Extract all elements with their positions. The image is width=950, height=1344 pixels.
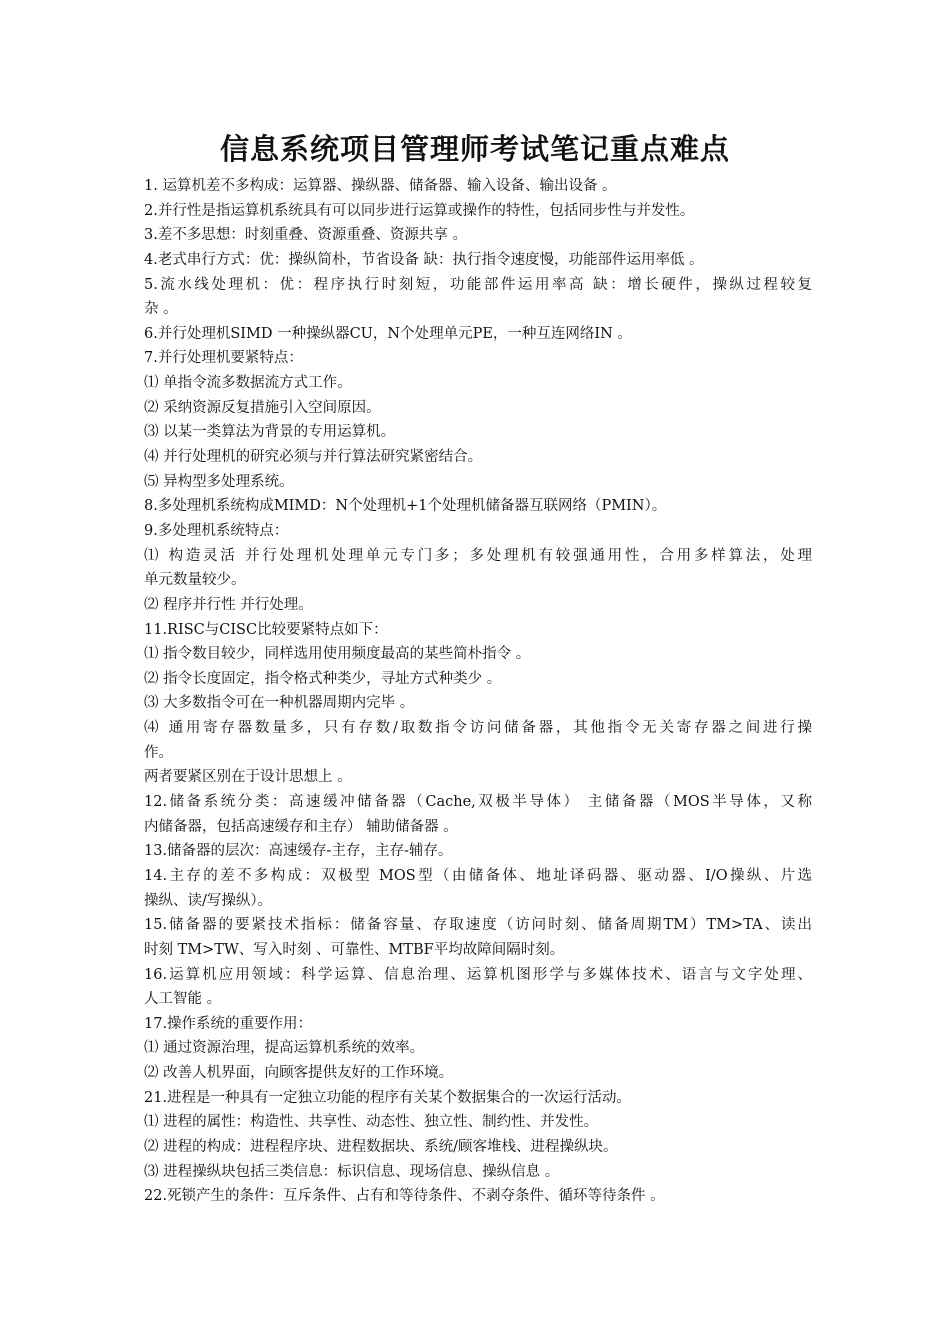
text-line: ⑵ 程序并行性 并行处理。 [144, 596, 313, 613]
text-line: 9.多处理机系统特点： [144, 522, 289, 539]
text-line: 1. 运算机差不多构成：运算器、操纵器、储备器、输入设备、输出设备 。 [144, 178, 617, 194]
text-line: ⑶ 大多数指令可在一种机器周期内完毕 。 [144, 695, 415, 712]
text-line: 5.流水线处理机：优：程序执行时刻短，功能部件运用率高 缺：增长硬件，操纵过程较复 [144, 276, 812, 293]
text-line: 单元数量较少。 [144, 572, 246, 589]
text-line: 2.并行性是指运算机系统具有可以同步进行运算或操作的特性，包括同步性与并发性。 [144, 202, 695, 219]
text-line: 3.差不多思想：时刻重叠、资源重叠、资源共享 。 [144, 227, 467, 244]
text-line: ⑵ 进程的构成：进程程序块、进程数据块、系统/顾客堆栈、进程操纵块。 [144, 1138, 618, 1155]
text-line: 7.并行处理机要紧特点： [144, 350, 303, 367]
text-line: 15.储备器的要紧技术指标：储备容量、存取速度（访问时刻、储备周期TM）TM>TA、读出 [144, 917, 812, 934]
text-line: 6.并行处理机SIMD 一种操纵器CU，N个处理单元PE，一种互连网络IN 。 [144, 325, 632, 342]
text-line: ⑴ 通过资源治理，提高运算机系统的效率。 [144, 1040, 425, 1057]
text-line: 14.主存的差不多构成：双极型 MOS型（由储备体、地址译码器、驱动器、I/O操纵、片选 [144, 867, 812, 884]
text-line: ⑶ 进程操纵块包括三类信息：标识信息、现场信息、操纵信息 。 [144, 1163, 560, 1180]
text-line: ⑸ 异构型多处理系统。 [144, 473, 294, 490]
text-line: 两者要紧区别在于设计思想上 。 [144, 769, 352, 786]
text-line: 杂 。 [144, 301, 178, 318]
text-line: ⑷ 通用寄存器数量多，只有存数/取数指令访问储备器，其他指令无关寄存器之间进行操 [144, 720, 812, 737]
text-line: ⑵ 改善人机界面，向顾客提供友好的工作环境。 [144, 1065, 454, 1082]
text-line: 作。 [144, 744, 173, 761]
text-line: 内储备器，包括高速缓存和主存） 辅助储备器 。 [144, 818, 458, 835]
text-line: ⑵ 指令长度固定，指令格式种类少，寻址方式种类少 。 [144, 670, 502, 687]
document-body [144, 174, 812, 1209]
text-line: 操纵、读/写操纵）。 [144, 892, 273, 909]
text-line: ⑷ 并行处理机的研究必须与并行算法研究紧密结合。 [144, 449, 483, 466]
text-line: 时刻 TM>TW、写入时刻 、可靠性、MTBF平均故障间隔时刻。 [144, 941, 565, 958]
text-line: 12.储备系统分类：高速缓冲储备器（Cache,双极半导体） 主储备器（MOS半导体，又称 [144, 794, 812, 811]
text-line: 4.老式串行方式：优：操纵简朴，节省设备 缺：执行指令速度慢，功能部件运用率低 。 [144, 251, 704, 268]
text-line: 11.RISC与CISC比较要紧特点如下： [144, 621, 388, 638]
text-line: 人工智能 。 [144, 991, 222, 1008]
text-line: ⑶ 以某一类算法为背景的专用运算机。 [144, 424, 396, 441]
text-line: 21.进程是一种具有一定独立功能的程序有关某个数据集合的一次运行活动。 [144, 1089, 632, 1106]
text-line: ⑴ 进程的属性：构造性、共享性、动态性、独立性、制约性、并发性。 [144, 1114, 599, 1131]
text-line: 17.操作系统的重要作用： [144, 1015, 313, 1032]
text-line: ⑴ 单指令流多数据流方式工作。 [144, 375, 352, 392]
text-line: ⑵ 采纳资源反复措施引入空间原因。 [144, 399, 381, 416]
page-title: 信息系统项目管理师考试笔记重点难点 [219, 132, 730, 166]
text-line: 22.死锁产生的条件：互斥条件、占有和等待条件、不剥夺条件、循环等待条件 。 [144, 1188, 665, 1205]
text-line: 16.运算机应用领域：科学运算、信息治理、运算机图形学与多媒体技术、语言与文字处理、 [144, 966, 812, 983]
text-line: ⑴ 构造灵活 并行处理机处理单元专门多；多处理机有较强通用性，合用多样算法，处理 [144, 547, 812, 564]
text-line: 8.多处理机系统构成MIMD：N个处理机+1个处理机储备器互联网络（PMIN）。 [144, 498, 667, 515]
text-line: 13.储备器的层次：高速缓存-主存，主存-辅存。 [144, 843, 453, 860]
text-line: ⑴ 指令数目较少，同样选用使用频度最高的某些简朴指令 。 [144, 646, 531, 663]
